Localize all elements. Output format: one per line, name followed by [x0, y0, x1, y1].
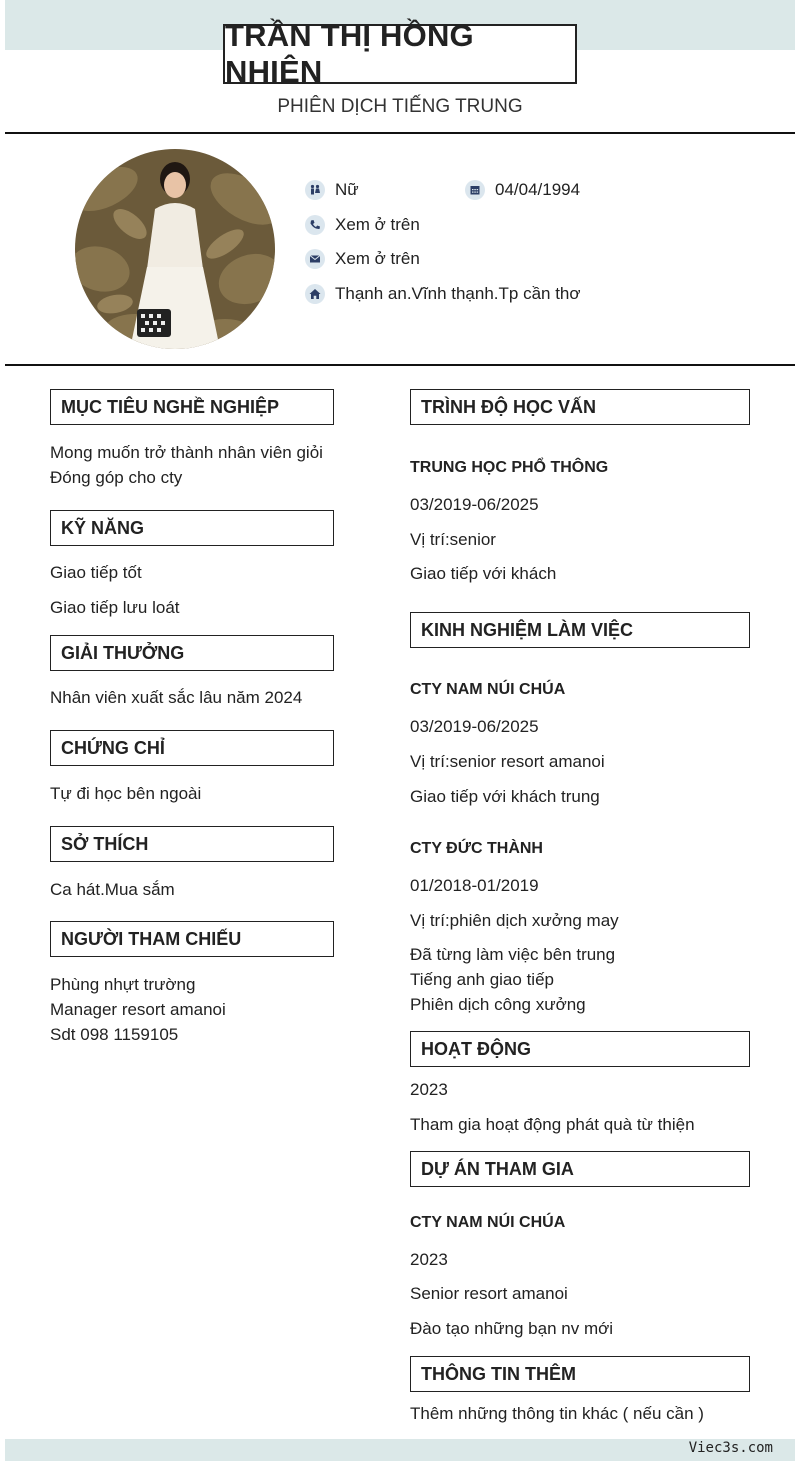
- education-school: TRUNG HỌC PHỔ THÔNG: [410, 459, 609, 476]
- divider-top: [5, 132, 795, 134]
- hobbies-heading: SỞ THÍCH: [50, 826, 334, 862]
- birthday-value: 04/04/1994: [495, 180, 581, 199]
- objective-line: Đóng góp cho cty: [50, 468, 183, 487]
- skills-heading: KỸ NĂNG: [50, 510, 334, 546]
- job-period: 01/2018-01/2019: [410, 876, 539, 895]
- job-position: Vị trí:phiên dịch xưởng may: [410, 911, 619, 930]
- divider-middle: [5, 364, 795, 366]
- profile-photo: [75, 149, 275, 349]
- job-company: CTY ĐỨC THÀNH: [410, 840, 543, 857]
- skill-item: Giao tiếp tốt: [50, 563, 142, 582]
- birthday-row: [465, 180, 580, 200]
- activity-year: 2023: [410, 1080, 448, 1099]
- candidate-name: TRẦN THỊ HỒNG NHIÊN: [225, 18, 474, 89]
- hobby-item: Ca hát.Mua sắm: [50, 880, 175, 899]
- project-role: Senior resort amanoi: [410, 1284, 568, 1303]
- job-desc: Phiên dịch công xưởng: [410, 995, 586, 1014]
- education-period: 03/2019-06/2025: [410, 495, 539, 514]
- experience-heading: KINH NGHIỆM LÀM VIỆC: [410, 612, 750, 648]
- phone-row: [305, 215, 420, 235]
- job-desc: Đã từng làm việc bên trung: [410, 945, 616, 964]
- activity-desc: Tham gia hoạt động phát quà từ thiện: [410, 1115, 695, 1134]
- skill-item: Giao tiếp lưu loát: [50, 598, 180, 617]
- reference-line: Manager resort amanoi: [50, 1000, 226, 1019]
- address-value: Thạnh an.Vĩnh thạnh.Tp cần thơ: [335, 284, 581, 303]
- address-row: [305, 284, 581, 304]
- phone-value: Xem ở trên: [335, 215, 420, 234]
- project-year: 2023: [410, 1250, 448, 1269]
- projects-heading: DỰ ÁN THAM GIA: [410, 1151, 750, 1187]
- email-row: [305, 249, 420, 269]
- gender-icon: [305, 180, 325, 200]
- education-position: Vị trí:senior: [410, 530, 496, 549]
- job-period: 03/2019-06/2025: [410, 717, 539, 736]
- activities-heading: HOẠT ĐỘNG: [410, 1031, 750, 1067]
- footer-brand[interactable]: Viec3s.com: [688, 1440, 773, 1456]
- certificates-heading: CHỨNG CHỈ: [50, 730, 334, 766]
- job-company: CTY NAM NÚI CHÚA: [410, 681, 566, 698]
- name-box: [223, 18, 577, 89]
- gender-row: [305, 180, 359, 200]
- project-desc: Đào tạo những bạn nv mới: [410, 1319, 614, 1338]
- calendar-icon: [465, 180, 485, 200]
- job-position: Vị trí:senior resort amanoi: [410, 752, 605, 771]
- bottom-band: [5, 1439, 795, 1461]
- reference-line: Phùng nhựt trường: [50, 975, 196, 994]
- job-desc: Tiếng anh giao tiếp: [410, 970, 554, 989]
- job-desc: Giao tiếp với khách trung: [410, 787, 600, 806]
- additional-desc: Thêm những thông tin khác ( nếu cần ): [410, 1404, 704, 1423]
- phone-icon: [305, 215, 325, 235]
- awards-heading: GIẢI THƯỞNG: [50, 635, 334, 671]
- project-company: CTY NAM NÚI CHÚA: [410, 1214, 566, 1231]
- email-value: Xem ở trên: [335, 249, 420, 268]
- reference-line: Sdt 098 1159105: [50, 1025, 179, 1044]
- home-icon: [305, 284, 325, 304]
- certificate-item: Tự đi học bên ngoài: [50, 784, 202, 803]
- objective-heading: MỤC TIÊU NGHỀ NGHIỆP: [50, 389, 334, 425]
- gender-value: Nữ: [335, 180, 359, 199]
- references-heading: NGƯỜI THAM CHIẾU: [50, 921, 334, 957]
- award-item: Nhân viên xuất sắc lâu năm 2024: [50, 688, 303, 707]
- additional-heading: THÔNG TIN THÊM: [410, 1356, 750, 1392]
- email-icon: [305, 249, 325, 269]
- education-heading: TRÌNH ĐỘ HỌC VẤN: [410, 389, 750, 425]
- job-title: PHIÊN DỊCH TIẾNG TRUNG: [277, 96, 523, 117]
- objective-line: Mong muốn trở thành nhân viên giỏi: [50, 443, 323, 462]
- education-desc: Giao tiếp với khách: [410, 564, 557, 583]
